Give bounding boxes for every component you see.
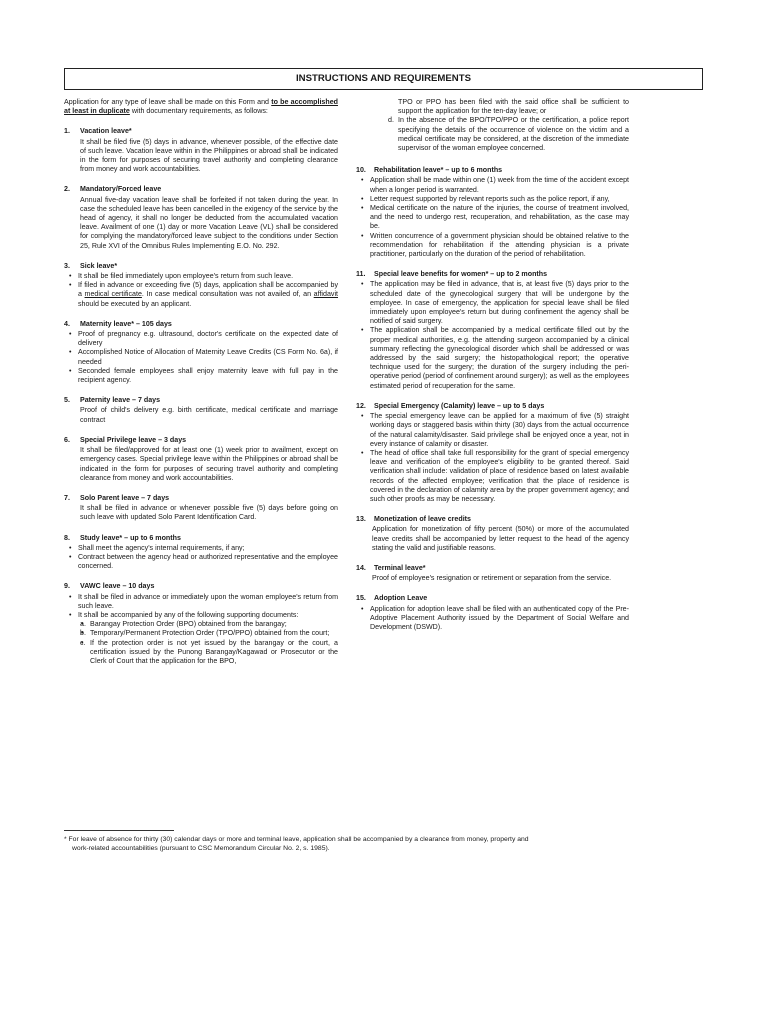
section-number: 1. <box>64 127 70 136</box>
section-maternity-leave <box>64 320 338 385</box>
section-special-leave-women <box>356 270 629 391</box>
section-number: 13. <box>356 515 366 524</box>
list-item: • Application for adoption leave shall be filed with an authenticated copy of the Pre-Adoptive Placement Authority issued by the Department of Social Welfare and Development (DSWD). <box>370 605 629 633</box>
list-text: . In case medical consultation was not availed of, an <box>141 290 314 299</box>
section-text: Annual five-day vacation leave shall be forfeited if not taken during the year. In case the scheduled leave has been cancelled in the exigency of the service by the head of agency, it shall no longer be deducted from the accumulated vacation leave. Availment of one (1) day or more Vacation Leave (VL) shall be considered for complying the mandatory/forced leave subject to the conditions under Section 25, Rule XVI of the Omnibus Rules Implementing E.O. No. 292. <box>80 195 338 250</box>
section-title: Adoption Leave <box>374 594 428 603</box>
section-number: 15. <box>356 594 366 603</box>
list-item: • The application may be filed in advance, that is, at least five (5) days prior to the scheduled date of the gynecological surgery that will be undergone by the employee. In case of emergency, the application for special leave shall be filed immediately upon employee's return but during confinement the agency shall be notified of said surgery. <box>370 280 629 326</box>
page-title: INSTRUCTIONS AND REQUIREMENTS <box>64 68 703 90</box>
sub-list-item <box>80 638 338 667</box>
list-item: • Seconded female employees shall enjoy maternity leave with full pay in the recipient agency. <box>78 367 338 385</box>
section-number: 4. <box>64 319 70 328</box>
section-number: 12. <box>356 401 366 410</box>
intro-emphasis: to be accomplished at least in duplicate <box>64 98 338 116</box>
footnote-line: * For leave of absence for thirty (30) calendar days or more and terminal leave, application shall be accompanied by a clearance from money, property and <box>64 836 529 843</box>
list-item: • Contract between the agency head or authorized representative and the employee concerned. <box>78 553 338 571</box>
section-title: Sick leave* <box>80 261 118 270</box>
section-title: Paternity leave – 7 days <box>80 396 161 405</box>
sub-list-item <box>80 620 338 629</box>
list-item <box>78 281 338 309</box>
section-calamity-leave <box>356 402 629 504</box>
section-title: Maternity leave* – 105 days <box>80 319 172 328</box>
bullet-list <box>356 605 629 633</box>
sub-list <box>388 116 629 153</box>
sub-list-text: Temporary/Permanent Protection Order (TPO/PPO) obtained from the court; <box>90 629 330 638</box>
bullet-list <box>356 176 629 259</box>
list-item: • It shall be filed in advance or immediately upon the woman employee's return from such leave. <box>78 593 338 611</box>
list-item: • The special emergency leave can be applied for a maximum of five (5) straight working days or staggered basis within thirty (30) days from the actual occurrence of the natural calamity/disaster. Said privilege shall be enjoyed once a year, not in every instance of calamity or disaster. <box>370 412 629 449</box>
section-vacation-leave <box>64 127 338 174</box>
list-item: • Shall meet the agency's internal requirements, if any; <box>78 544 338 553</box>
list-item: • It shall be filed immediately upon employee's return from such leave. <box>78 272 338 281</box>
list-item <box>78 611 338 666</box>
section-mandatory-leave <box>64 185 338 250</box>
section-text: It shall be filed in advance or whenever possible five (5) days before going on such leave with updated Solo Parent Identification Card. <box>80 504 338 522</box>
list-item: • The application shall be accompanied by a medical certificate filled out by the proper medical authorities, e.g. the attending surgeon accompanied by a clinical summary reflecting the gynecological disorder which shall be addressed or was addressed by the said surgery; the histopathological report; the operative technique used for the surgery; the duration of the surgery including the peri-operative period (period of confinement around surgery); as well as the employees estimated period of recuperation for the same. <box>370 326 629 390</box>
section-number: 5. <box>64 396 70 405</box>
section-rehabilitation-leave <box>356 166 629 259</box>
section-adoption-leave <box>356 594 629 632</box>
section-paternity-leave <box>64 396 338 425</box>
section-monetization <box>356 515 629 553</box>
section-title: Special Privilege leave – 3 days <box>80 435 187 444</box>
section-title: Rehabilitation leave* – up to 6 months <box>374 166 503 175</box>
sub-list-text: If the protection order is not yet issued by the barangay or the court, a certification issued by the Punong Barangay/Kagawad or Prosecutor or the Clerk of Court that the application for the BPO, <box>90 638 338 665</box>
list-item: • Accomplished Notice of Allocation of Maternity Leave Credits (CS Form No. 6a), if needed <box>78 348 338 366</box>
list-text: It shall be accompanied by any of the following supporting documents: <box>78 610 299 619</box>
section-number: 6. <box>64 435 70 444</box>
bullet-list <box>356 280 629 390</box>
sub-list-text: Barangay Protection Order (BPO) obtained from the barangay; <box>90 620 287 629</box>
section-title: Monetization of leave credits <box>374 515 471 524</box>
section-title: Solo Parent leave – 7 days <box>80 493 170 502</box>
list-item: • The head of office shall take full responsibility for the grant of special emergency leave and verification of the employee's eligibility to be granted thereof. Said verification shall include: validation of place of residence based on latest available records of the affected employee; verification that the place of residence is covered in the declaration of calamity area by the proper government agency; and such other proofs as may be necessary. <box>370 449 629 504</box>
section-title: Special leave benefits for women* – up to 2 months <box>374 270 548 279</box>
sub-list-marker: d. <box>388 116 394 125</box>
section-number: 7. <box>64 493 70 502</box>
bullet-list <box>356 412 629 504</box>
list-item: • Proof of pregnancy e.g. ultrasound, doctor's certificate on the expected date of delivery <box>78 330 338 348</box>
section-solo-parent-leave <box>64 494 338 523</box>
section-number: 9. <box>64 582 70 591</box>
sub-list-item <box>80 629 338 638</box>
section-study-leave <box>64 534 338 572</box>
section-number: 3. <box>64 261 70 270</box>
footnote <box>64 835 624 853</box>
sub-list-marker: • a. <box>80 620 86 629</box>
section-sick-leave <box>64 262 338 309</box>
section-text: It shall be filed/approved for at least one (1) week prior to availment, except on emergency cases. Special privilege leave within the Philippines or abroad shall be indicated in the form for purposes of securing travel authority and completing clearance from money and work accountabilities. <box>80 446 338 482</box>
section-number: 2. <box>64 185 70 194</box>
section-title: VAWC leave – 10 days <box>80 582 155 591</box>
sub-list-marker: • c. <box>80 638 86 647</box>
intro-text-end: with documentary requirements, as follows: <box>129 107 268 116</box>
section-title: Terminal leave* <box>374 563 426 572</box>
section-title: Mandatory/Forced leave <box>80 185 162 194</box>
right-column <box>356 98 629 632</box>
sub-list-text: TPO or PPO has been filed with the said office shall be sufficient to support the application for the ten-day leave; or <box>398 98 629 116</box>
section-title: Vacation leave* <box>80 127 132 136</box>
footnote-divider <box>64 830 174 831</box>
section-number: 10. <box>356 166 366 175</box>
section-text: Application for monetization of fifty percent (50%) or more of the accumulated leave credits shall be accompanied by letter request to the head of the agency stating the valid and justifiable reasons. <box>372 525 629 552</box>
section-title: Special Emergency (Calamity) leave – up to 5 days <box>374 401 545 410</box>
sub-list-item <box>388 116 629 153</box>
intro-text: Application for any type of leave shall be made on this Form and <box>64 98 272 106</box>
list-text: If filed in advance or exceeding five (5) days, application shall be accompanied by a <box>78 281 338 299</box>
section-vawc-leave <box>64 582 338 666</box>
section-number: 14. <box>356 563 366 572</box>
bullet-list <box>64 272 338 309</box>
section-text: It shall be filed five (5) days in advance, whenever possible, of the effective date of such leave. Vacation leave within in the Philippines or abroad shall be indicated in the form for purposes of securing travel authority and completing clearance from money and work accountabilities. <box>80 137 338 174</box>
list-item: • Written concurrence of a government physician should be obtained relative to the recommendation for rehabilitation if the attending physician is a private practitioner, particularly on the duration of the period of rehabilitation. <box>370 232 629 260</box>
list-item: • Application shall be made within one (1) week from the time of the accident except when a longer period is warranted. <box>370 176 629 194</box>
list-emphasis: medical certificate <box>84 290 142 299</box>
section-vawc-continued <box>356 98 629 153</box>
list-emphasis: affidavit <box>313 290 338 299</box>
section-text: Proof of child's delivery e.g. birth certificate, medical certificate and marriage contract <box>80 406 338 424</box>
section-special-privilege-leave <box>64 436 338 483</box>
sub-list <box>78 620 338 666</box>
footnote-line: work-related accountabilities (pursuant to CSC Memorandum Circular No. 2, s. 1985). <box>72 845 330 852</box>
intro-paragraph <box>64 98 338 116</box>
section-number: 8. <box>64 533 70 542</box>
bullet-list <box>64 330 338 385</box>
sub-list-text: In the absence of the BPO/TPO/PPO or the certification, a police report specifying the details of the occurrence of violence on the victim and a medical certificate may be considered, at the discretion of the immediate supervisor of the woman employee concerned. <box>398 116 629 153</box>
sub-list-marker: • b. <box>80 629 86 638</box>
bullet-list <box>64 593 338 667</box>
left-column <box>64 98 338 666</box>
section-terminal-leave <box>356 564 629 583</box>
list-item: • Letter request supported by relevant reports such as the police report, if any, <box>370 195 629 204</box>
list-text: should be executed by an applicant. <box>78 299 192 308</box>
section-title: Study leave* – up to 6 months <box>80 533 181 542</box>
list-item: • Medical certificate on the nature of the injuries, the course of treatment involved, and the need to undergo rest, recuperation, and rehabilitation, as the case may be. <box>370 204 629 232</box>
section-number: 11. <box>356 270 366 279</box>
bullet-list <box>64 544 338 572</box>
section-text: Proof of employee's resignation or retirement or separation from the service. <box>372 574 612 583</box>
